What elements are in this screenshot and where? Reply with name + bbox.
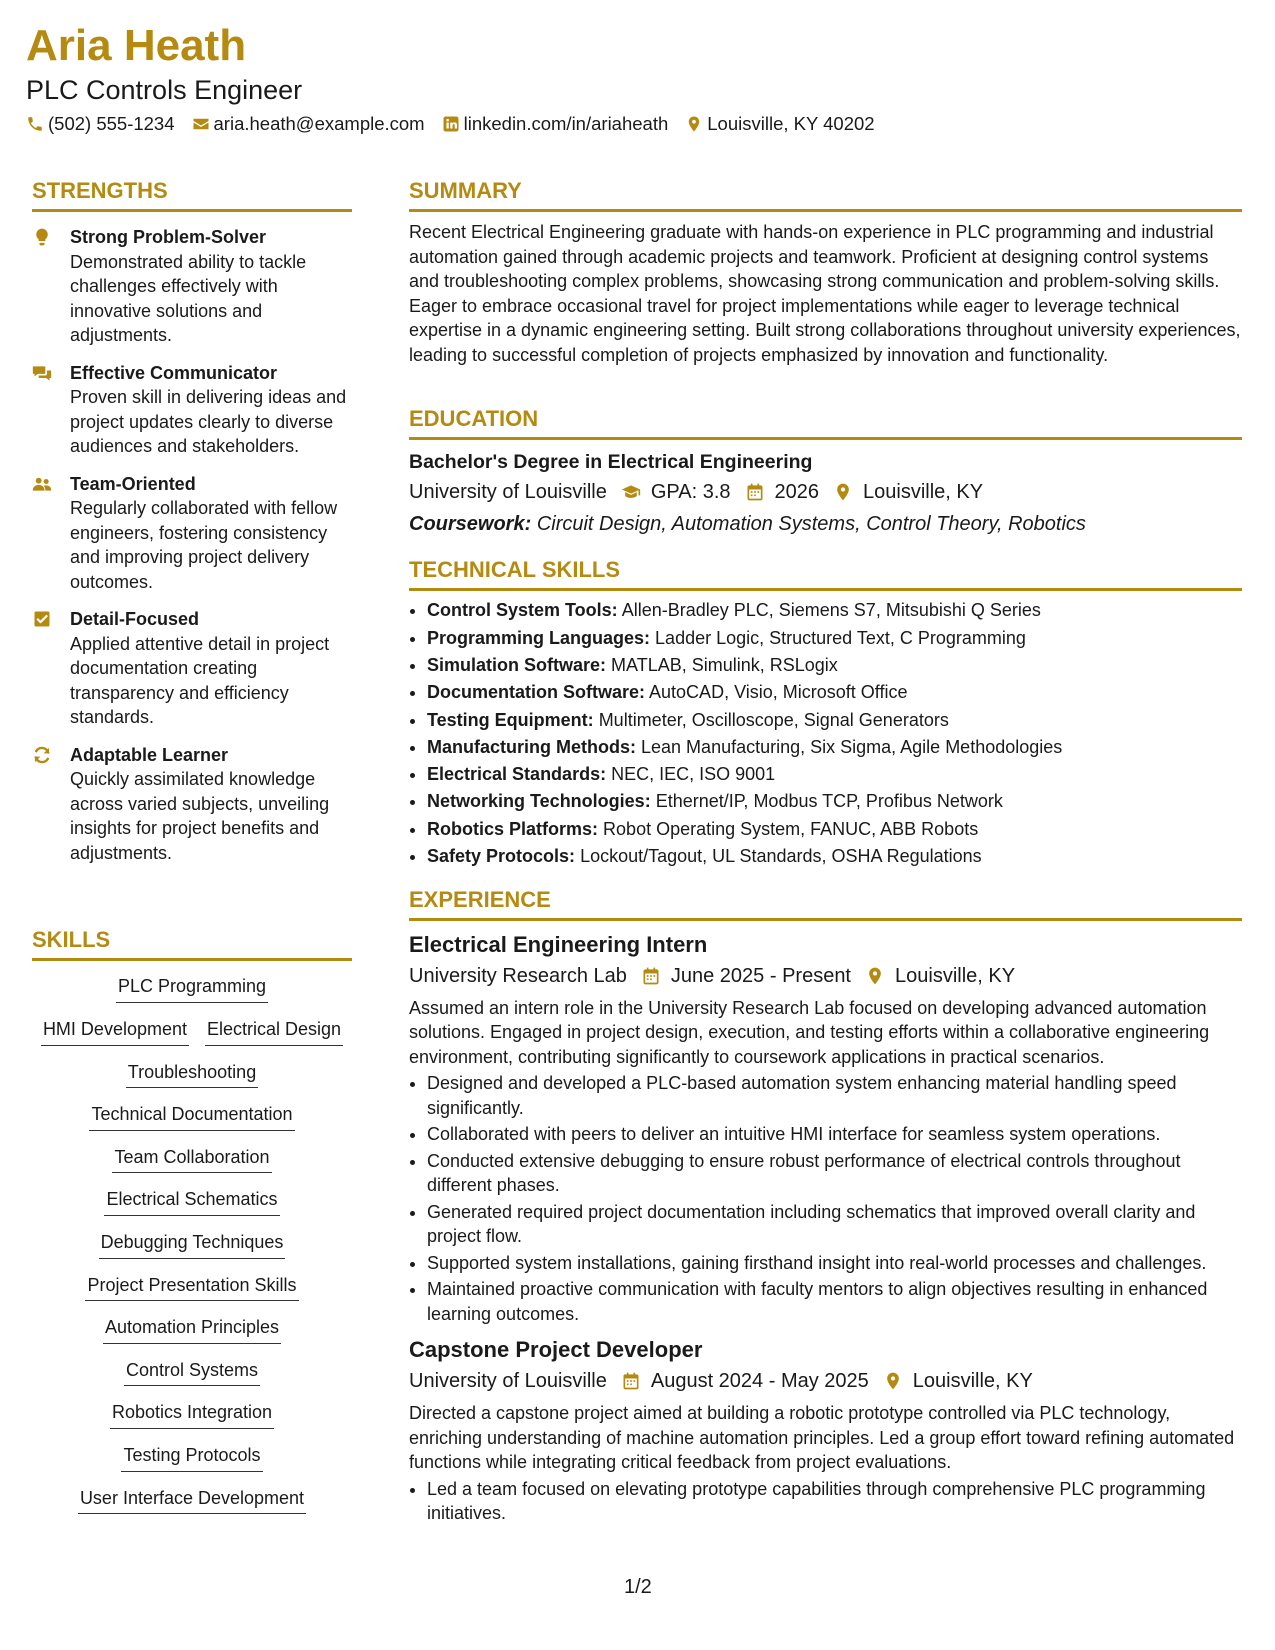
job-dates: June 2025 - Present (670, 964, 851, 987)
strength-item (32, 472, 352, 595)
skill-tag: HMI Development (41, 1016, 189, 1046)
skill-tag: Electrical Design (205, 1016, 343, 1046)
strength-desc: Quickly assimilated knowledge across varied subjects, unveiling insights for project benefits and adjustments. (70, 769, 330, 863)
strength-item (32, 743, 352, 866)
skills-list (32, 961, 352, 1521)
phone-icon (26, 115, 44, 133)
job-location-item (883, 1367, 1033, 1395)
coursework-text: Circuit Design, Automation Systems, Control Theory, Robotics (536, 512, 1086, 535)
experience-heading: EXPERIENCE (409, 887, 1242, 921)
tech-skill-item (427, 843, 1242, 870)
skill-tag: User Interface Development (78, 1485, 306, 1515)
edu-location-item (833, 478, 983, 506)
tech-skill-label: Simulation Software: (427, 654, 607, 675)
tech-skill-item (427, 707, 1242, 734)
skill-tag: Team Collaboration (112, 1144, 271, 1174)
tech-skill-label: Manufacturing Methods: (427, 736, 636, 757)
tech-skill-value: Lean Manufacturing, Six Sigma, Agile Methodologies (641, 736, 1063, 757)
gpa-item (621, 478, 731, 506)
tech-skill-value: Multimeter, Oscilloscope, Signal Generators (598, 709, 949, 730)
year-item (745, 478, 820, 506)
year-text: 2026 (774, 480, 820, 503)
job-bullet: • Led a team focused on elevating prototype capabilities through comprehensive PLC programming initiatives. (427, 1477, 1242, 1526)
skill-tag: Electrical Schematics (104, 1186, 279, 1216)
experience-section (409, 887, 1242, 1528)
summary-heading: SUMMARY (409, 178, 1242, 212)
strength-title: Adaptable Learner (70, 744, 229, 765)
skill-tag: PLC Programming (116, 973, 268, 1003)
technical-skills-heading: TECHNICAL SKILLS (409, 557, 1242, 591)
skill-tag: Robotics Integration (110, 1399, 274, 1429)
tech-skill-item (427, 734, 1242, 761)
education-meta (409, 478, 1242, 506)
strength-item (32, 607, 352, 730)
refresh-icon (32, 745, 52, 765)
tech-skill-value: Ladder Logic, Structured Text, C Programming (655, 627, 1026, 648)
skill-tag: Technical Documentation (89, 1101, 294, 1131)
linkedin-icon (442, 115, 460, 133)
tech-skill-value: Ethernet/IP, Modbus TCP, Profibus Network (655, 791, 1003, 812)
job-description: Directed a capstone project aimed at building a robotic prototype controlled via PLC technology, enriching understanding of machine automation principles. Led a group effort toward refining automated functions while integrating critical feedback from project evaluations. (409, 1403, 1235, 1473)
job-org: University of Louisville (409, 1370, 607, 1393)
job-bullet: • Collaborated with peers to deliver an intuitive HMI interface for seamless system operations. (427, 1122, 1242, 1147)
tech-skill-label: Electrical Standards: (427, 764, 607, 785)
location-text: Louisville, KY 40202 (707, 113, 875, 134)
strengths-section (32, 178, 352, 865)
job-title: Capstone Project Developer (409, 1337, 703, 1363)
job-meta (409, 1367, 1242, 1395)
tech-skill-item (427, 816, 1242, 843)
job-dates: August 2024 - May 2025 (650, 1370, 869, 1393)
tech-skill-value: NEC, IEC, ISO 9001 (611, 764, 776, 785)
skills-section (32, 927, 352, 1521)
tech-skill-item (427, 597, 1242, 624)
job-bullet: • Designed and developed a PLC-based automation system enhancing material handling speed significantly. (427, 1071, 1242, 1120)
tech-skill-label: Safety Protocols: (427, 846, 576, 867)
job-title: Electrical Engineering Intern (409, 932, 708, 958)
job-location: Louisville, KY (912, 1370, 1033, 1393)
strength-item (32, 225, 352, 348)
skill-tag: Control Systems (124, 1357, 260, 1387)
strength-title: Strong Problem-Solver (70, 227, 267, 248)
job-org: University Research Lab (409, 964, 627, 987)
graduation-cap-icon (621, 482, 641, 502)
contact-email[interactable] (192, 113, 425, 135)
job-bullet: • Maintained proactive communication with faculty mentors to align objectives resulting in enhanced learning outcomes. (427, 1277, 1242, 1326)
tech-skill-label: Networking Technologies: (427, 791, 651, 812)
job-dates-item (621, 1367, 869, 1395)
strength-title: Effective Communicator (70, 362, 278, 383)
technical-skills-list (409, 597, 1242, 870)
map-pin-icon (865, 966, 885, 986)
job-bullets (409, 1071, 1242, 1326)
phone-text: (502) 555-1234 (48, 113, 175, 134)
tech-skill-value: Robot Operating System, FANUC, ABB Robots (603, 818, 979, 839)
summary-text: Recent Electrical Engineering graduate with hands-on experience in PLC programming and industrial automation gained through academic projects and teamwork. Proficient at designing control systems and troubleshooting complex problems, showcasing strong communication and problem-solving skills. Eager to embrace occasional travel for project implementations while eager to leverage technical expertise in a dynamic engineering setting. Built strong collaborations throughout university experiences, leading to successful completion of projects emphasized by innovation and functionality. (409, 222, 1241, 365)
edu-location-text: Louisville, KY (863, 480, 984, 503)
strength-desc: Applied attentive detail in project documentation creating transparency and efficiency standards. (70, 633, 330, 728)
map-pin-icon (685, 115, 703, 133)
checkbox-icon (32, 609, 52, 629)
tech-skill-label: Control System Tools: (427, 600, 618, 621)
tech-skill-value: Allen-Bradley PLC, Siemens S7, Mitsubishi Q Series (621, 600, 1041, 621)
tech-skill-label: Documentation Software: (427, 682, 646, 703)
education-section (409, 406, 1242, 538)
linkedin-text[interactable]: linkedin.com/in/ariaheath (463, 113, 669, 134)
tech-skill-value: AutoCAD, Visio, Microsoft Office (649, 682, 908, 703)
skill-tag: Testing Protocols (121, 1442, 262, 1472)
chat-bubbles-icon (32, 363, 52, 383)
tech-skill-item (427, 625, 1242, 652)
email-text[interactable]: aria.heath@example.com (213, 113, 425, 134)
users-icon (32, 474, 52, 494)
strength-title: Team-Oriented (70, 473, 196, 494)
contact-bar (26, 113, 892, 135)
job-meta (409, 962, 1242, 990)
map-pin-icon (883, 1371, 903, 1391)
contact-phone (26, 113, 175, 135)
job-description: Assumed an intern role in the University Research Lab focused on developing advanced automation solutions. Engaged in project design, execution, and testing efforts within a collaborative engineering environment, contributing significantly to coursework applications in practical scenarios. (409, 997, 1210, 1067)
skill-tag: Project Presentation Skills (85, 1272, 298, 1302)
tech-skill-item (427, 761, 1242, 788)
skill-tag: Automation Principles (103, 1314, 281, 1344)
tech-skill-item (427, 788, 1242, 815)
tech-skill-label: Robotics Platforms: (427, 818, 599, 839)
tech-skill-value: Lockout/Tagout, UL Standards, OSHA Regulations (580, 846, 982, 867)
map-pin-icon (833, 482, 853, 502)
job-entry (409, 1336, 1242, 1525)
education-heading: EDUCATION (409, 406, 1242, 440)
job-bullets (409, 1477, 1242, 1526)
job-entry (409, 931, 1242, 1326)
strength-item (32, 361, 352, 459)
calendar-icon (745, 482, 765, 502)
job-location: Louisville, KY (895, 964, 1016, 987)
job-bullet: • Generated required project documentation including schematics that improved overall clarity and project flow. (427, 1200, 1242, 1249)
strength-desc: Demonstrated ability to tackle challenges effectively with innovative solutions and adjustments. (70, 251, 307, 346)
strength-desc: Regularly collaborated with fellow engineers, fostering consistency and improving project delivery outcomes. (70, 498, 338, 592)
calendar-icon (641, 966, 661, 986)
strength-title: Detail-Focused (70, 609, 200, 630)
degree-title: Bachelor's Degree in Electrical Engineering (409, 451, 813, 474)
contact-location (685, 113, 874, 135)
lightbulb-icon (32, 227, 52, 247)
job-bullet: • Supported system installations, gaining firsthand insight into real-world processes and challenges. (427, 1251, 1242, 1276)
tech-skill-item (427, 652, 1242, 679)
summary-section (409, 178, 1242, 367)
tech-skill-value: MATLAB, Simulink, RSLogix (611, 654, 838, 675)
skill-tag: Troubleshooting (126, 1059, 258, 1089)
strengths-heading: STRENGTHS (32, 178, 352, 212)
school-name: University of Louisville (409, 480, 607, 503)
tech-skill-item (427, 679, 1242, 706)
candidate-role: PLC Controls Engineer (26, 75, 303, 105)
skills-heading: SKILLS (32, 927, 352, 961)
coursework-label: Coursework: (409, 512, 532, 535)
calendar-icon (621, 1371, 641, 1391)
tech-skill-label: Testing Equipment: (427, 709, 594, 730)
strength-desc: Proven skill in delivering ideas and project updates clearly to diverse audiences and stakeholders. (70, 387, 347, 457)
job-dates-item (641, 962, 851, 990)
envelope-icon (192, 115, 210, 133)
skill-tag: Debugging Techniques (99, 1229, 286, 1259)
coursework-line (409, 510, 1242, 538)
job-location-item (865, 962, 1015, 990)
page-number: 1/2 (624, 1576, 652, 1598)
tech-skill-label: Programming Languages: (427, 627, 651, 648)
gpa-text: GPA: 3.8 (650, 480, 731, 503)
job-bullet: • Conducted extensive debugging to ensure robust performance of electrical controls throughout different phases. (427, 1149, 1242, 1198)
contact-linkedin[interactable] (442, 113, 669, 135)
candidate-name: Aria Heath (26, 21, 247, 70)
technical-skills-section (409, 557, 1242, 870)
